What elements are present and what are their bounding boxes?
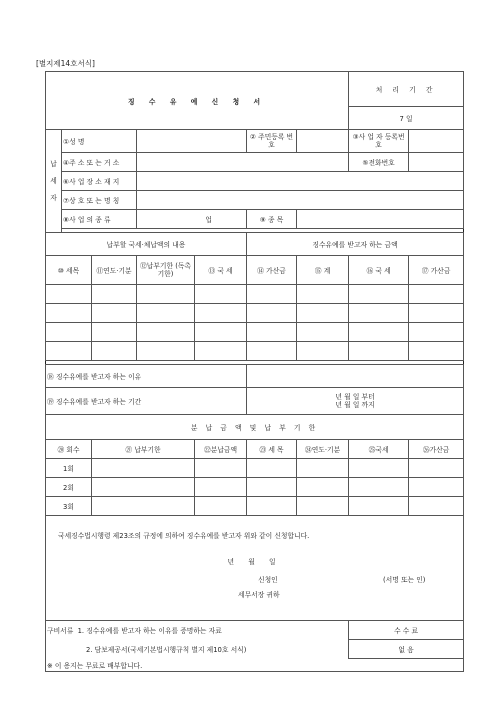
taxpayer-section-label: 납 세 자 <box>46 130 62 233</box>
item-field[interactable] <box>297 210 464 229</box>
col-due-date: ⑫납부기한 (독촉기한) <box>137 256 195 285</box>
form-title: 징 수 유 예 신 청 서 <box>46 72 349 130</box>
col-tax-item: ⑩ 세목 <box>46 256 92 285</box>
table-row <box>46 323 464 342</box>
inst-col-due: ㉑ 납부기한 <box>92 440 195 459</box>
doc-2: 2. 담보제공서(국세기본법시행규칙 별지 제10호 서식) <box>46 640 349 659</box>
footnote: ※ 이 용지는 무료로 배부합니다. <box>46 659 464 672</box>
inst-col-amount: ㉒분납금액 <box>195 440 247 459</box>
inst-col-surcharge: ㉖가산금 <box>409 440 464 459</box>
trade-name-label: ⑦상 호 또 는 명 칭 <box>62 191 137 210</box>
col-defer-surcharge: ⑰ 가산금 <box>409 256 464 285</box>
col-defer-tax: ⑯ 국 세 <box>349 256 409 285</box>
table-row <box>46 304 464 323</box>
reason-label: ⑱ 징수유예를 받고자 하는 이유 <box>46 365 247 388</box>
table-row: 1회 <box>46 459 464 478</box>
period-label: ⑲ 징수유예를 받고자 하는 기간 <box>46 388 247 415</box>
inst-col-item: ㉓ 세 목 <box>247 440 297 459</box>
installment-title: 분 납 금 액 및 납 부 기 한 <box>46 415 464 440</box>
period-field[interactable]: 년 월 일 부터 년 월 일 까지 <box>247 388 464 415</box>
fee-label: 수 수 료 <box>349 621 464 640</box>
phone-field[interactable] <box>409 153 464 172</box>
reason-field[interactable] <box>247 365 464 388</box>
trade-name-field[interactable] <box>137 191 464 210</box>
name-label: ①성 명 <box>62 130 137 153</box>
biz-location-field[interactable] <box>137 172 464 191</box>
doc-1: 1. 징수유예를 받고자 하는 이유를 증명하는 자료 <box>77 627 222 636</box>
table-row <box>46 285 464 304</box>
table-row <box>46 342 464 361</box>
docs-label: 구비서류 <box>47 627 74 636</box>
col-national-tax: ⑬ 국 세 <box>195 256 247 285</box>
col-year: ⑪연도·기분 <box>92 256 137 285</box>
application-form <box>45 71 464 672</box>
tax-header-left: 납부할 국세·체납액의 내용 <box>46 233 247 256</box>
statement-block <box>46 516 464 621</box>
inst-col-tax: ㉕국세 <box>349 440 409 459</box>
col-surcharge: ⑭ 가산금 <box>247 256 297 285</box>
biz-location-label: ⑥사 업 장 소 재 지 <box>62 172 137 191</box>
inst-col-year: ㉔연도·기분 <box>297 440 349 459</box>
address-field[interactable] <box>137 153 349 172</box>
processing-value: 7 일 <box>349 107 464 130</box>
resident-no-field[interactable] <box>297 130 349 153</box>
col-total: ⑮ 계 <box>297 256 349 285</box>
tax-header-right: 징수유예를 받고자 하는 금액 <box>247 233 464 256</box>
docs-line-1 <box>46 621 349 640</box>
phone-label: ⑤전화번호 <box>349 153 409 172</box>
form-id: [별지제14호서식] <box>36 59 95 68</box>
inst-col-round: ⑳ 회수 <box>46 440 92 459</box>
biz-no-field[interactable] <box>409 130 464 153</box>
signature-field[interactable]: (서명 또는 인) <box>383 576 426 584</box>
biz-type-field[interactable]: 업 <box>137 210 247 229</box>
item-label: ⑨ 종 목 <box>247 210 297 229</box>
table-row: 3회 <box>46 497 464 516</box>
applicant-label: 신청인 <box>258 576 278 584</box>
fee-value: 없 음 <box>349 640 464 659</box>
table-row: 2회 <box>46 478 464 497</box>
recipient: 세무서장 귀하 <box>238 591 280 599</box>
processing-label: 처 리 기 간 <box>349 72 464 107</box>
address-label: ④주 소 또 는 거 소 <box>62 153 137 172</box>
biz-no-label: ③사 업 자 등록번호 <box>349 130 409 153</box>
name-field[interactable] <box>137 130 247 153</box>
resident-no-label: ② 주민등록 번 호 <box>247 130 297 153</box>
statement-text: 국세징수법시행령 제23조의 규정에 의하여 징수유예를 받고자 위와 같이 신청합니다. <box>58 532 310 540</box>
biz-type-label: ⑧사 업 의 종 류 <box>62 210 137 229</box>
date-line: 년 월 일 <box>227 558 282 566</box>
